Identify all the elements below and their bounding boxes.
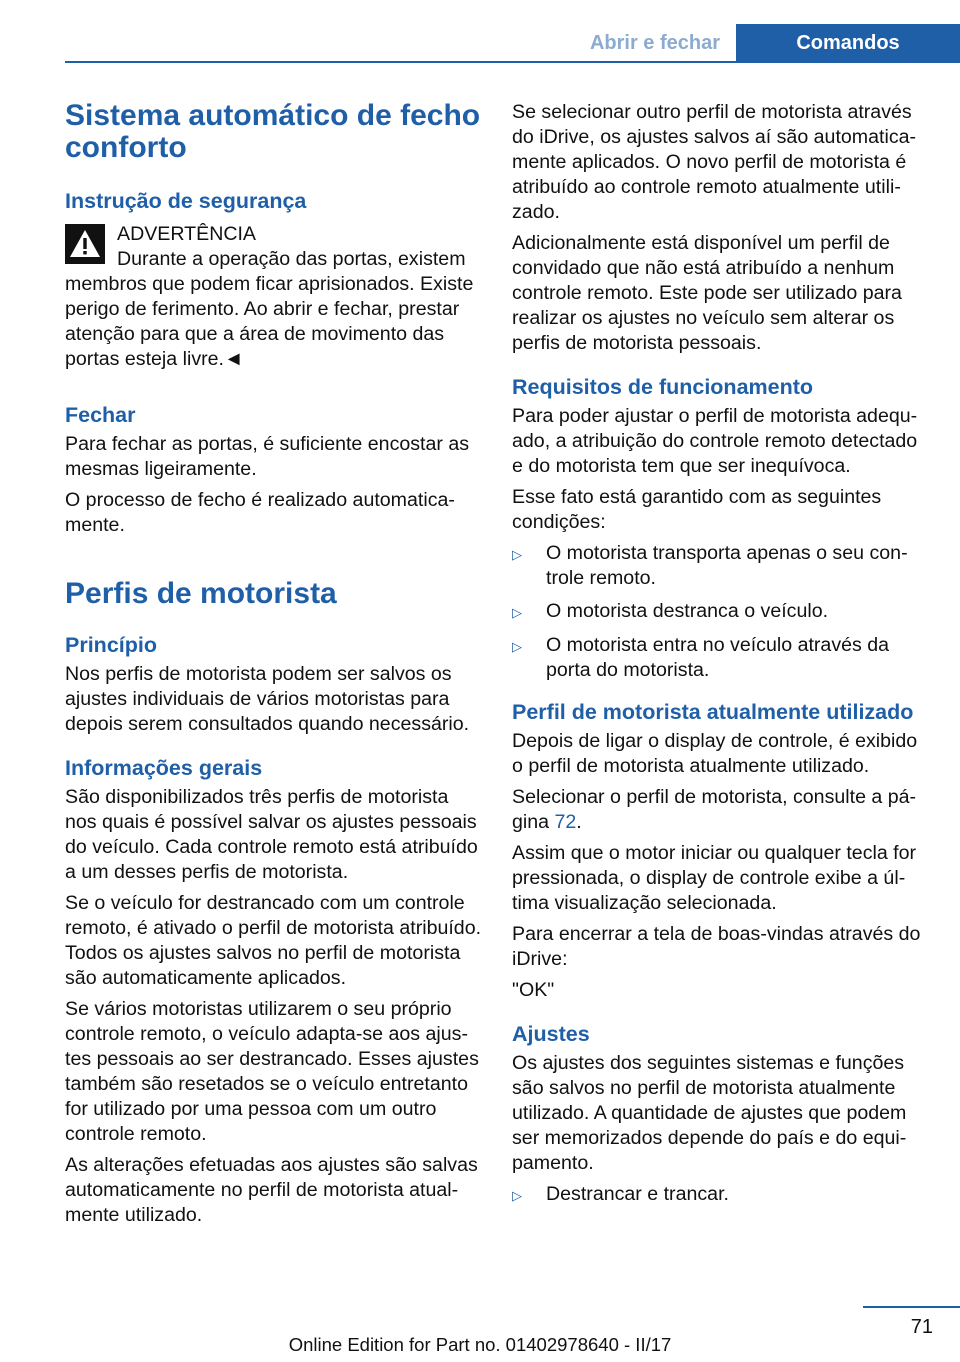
list-item [512, 633, 932, 683]
ok-label: "OK" [512, 979, 555, 1001]
info-paragraph-4: As alterações efetuadas aos ajustes são salvas automaticamente no perfil de motorista atualmente utilizado. [65, 1154, 478, 1226]
principio-paragraph: Nos perfis de motorista podem ser salvos os ajustes individuais de vários motoristas para depois serem consultados quando necessário. [65, 663, 470, 735]
tab-abrir-e-fechar-label: Abrir e fechar [589, 31, 721, 54]
info-paragraph-1: São disponibilizados três perfis de motorista nos quais é possível salvar os ajustes pessoais do veículo. Cada controle remoto está atribuído a um desses perfis de motorista. [65, 786, 478, 883]
perfil-atual-paragraph-2-text: Selecionar o perfil de motorista, consulte a página [512, 786, 917, 833]
tab-comandos-label: Comandos [796, 31, 900, 54]
perfil-atual-paragraph-2-end: . [576, 811, 582, 833]
left-column [65, 100, 483, 1234]
heading-perfil-atual: Perfil de motorista atualmente utilizado [512, 700, 914, 724]
tab-abrir-e-fechar[interactable] [575, 24, 735, 62]
requisitos-list [512, 541, 932, 683]
perfil-atual-paragraph-1: Depois de ligar o display de controle, é exibido o perfil de motorista atualmente utilizado. [512, 730, 918, 777]
info-paragraph-2: Se o veículo for destrancado com um controle remoto, é ativado o perfil de motorista atribuído. Todos os ajustes salvos no perfil de motorista são automaticamente aplicados. [65, 892, 482, 989]
heading-ajustes: Ajustes [512, 1022, 590, 1046]
ajustes-list [512, 1182, 932, 1208]
warning-block [65, 222, 483, 372]
triangle-bullet-icon: ▷ [512, 547, 522, 562]
triangle-bullet-icon: ▷ [512, 639, 522, 654]
perfil-atual-paragraph-3: Assim que o motor iniciar ou qualquer tecla for pressionada, o display de controle exibe a última visualização selecionada. [512, 842, 917, 914]
heading-informacoes-gerais: Informações gerais [65, 756, 263, 780]
fechar-paragraph-2: O processo de fecho é realizado automaticamente. [65, 489, 455, 536]
page-72-link[interactable]: 72 [554, 811, 577, 833]
right-column [512, 100, 932, 1216]
ajustes-paragraph: Os ajustes dos seguintes sistemas e funções são salvos no perfil de motorista atualmente utilizado. A quantidade de ajustes que podem ser memorizados depende do país e do equipamento. [512, 1052, 907, 1174]
fechar-paragraph-1: Para fechar as portas, é suficiente encostar as mesmas ligeiramente. [65, 433, 470, 480]
page-number: 71 [910, 1316, 933, 1338]
triangle-bullet-icon: ▷ [512, 1188, 522, 1203]
guest-profile-paragraph: Adicionalmente está disponível um perfil de convidado que não está atribuído a nenhum controle remoto. Este pode ser utilizado para realizar os ajustes no veículo sem alterar os perfis de motorista pessoais. [512, 232, 902, 354]
list-item [512, 1182, 932, 1208]
perfil-atual-paragraph-4: Para encerrar a tela de boas-vindas através do iDrive: [512, 923, 921, 970]
heading-fechar: Fechar [65, 403, 136, 427]
heading-requisitos: Requisitos de funcionamento [512, 375, 814, 399]
heading-sistema-fecho-conforto: Sistema automático de fecho conforto [65, 99, 481, 164]
requisitos-paragraph-1: Para poder ajustar o perfil de motorista adequado, a atribuição do controle remoto detectado e do motorista tem que ser inequívoca. [512, 405, 918, 477]
idrive-paragraph: Se selecionar outro perfil de motorista através do iDrive, os ajustes salvos aí são automaticamente aplicados. O novo perfil de motorista é atribuído ao controle remoto atualmente utilizado. [512, 101, 917, 223]
warning-title: ADVERTÊNCIA [117, 223, 257, 245]
heading-instrucao-seguranca: Instrução de segurança [65, 189, 307, 213]
list-item-text: Destrancar e trancar. [546, 1183, 729, 1205]
warning-triangle-icon [65, 224, 105, 264]
footer-edition: Online Edition for Part no. 01402978640 - II/17 [288, 1334, 672, 1355]
heading-principio: Princípio [65, 633, 157, 657]
requisitos-paragraph-2: Esse fato está garantido com as seguintes condições: [512, 486, 882, 533]
list-item-text: O motorista entra no veículo através da porta do motorista. [546, 634, 890, 681]
warning-text: Durante a operação das portas, existem membros que podem ficar aprisionados. Existe perigo de ferimento. Ao abrir e fechar, prestar atenção para que a área de movimento das portas esteja livre.◄ [65, 248, 474, 370]
list-item-text: O motorista destranca o veículo. [546, 600, 829, 622]
footer-rule [863, 1306, 960, 1308]
info-paragraph-3: Se vários motoristas utilizarem o seu próprio controle remoto, o veículo adapta-se aos ajustes pessoais ao ser destrancado. Esses ajustes também são resetados se o veículo entretanto for utilizado por uma pessoa com um outro controle remoto. [65, 998, 479, 1145]
heading-perfis-motorista: Perfis de motorista [65, 577, 337, 610]
list-item-text: O motorista transporta apenas o seu controle remoto. [546, 542, 908, 589]
tab-comandos[interactable] [736, 24, 960, 62]
perfil-atual-paragraph-2 [512, 785, 932, 835]
triangle-bullet-icon: ▷ [512, 605, 522, 620]
list-item [512, 541, 932, 591]
header-rule [65, 61, 960, 63]
list-item [512, 599, 932, 625]
